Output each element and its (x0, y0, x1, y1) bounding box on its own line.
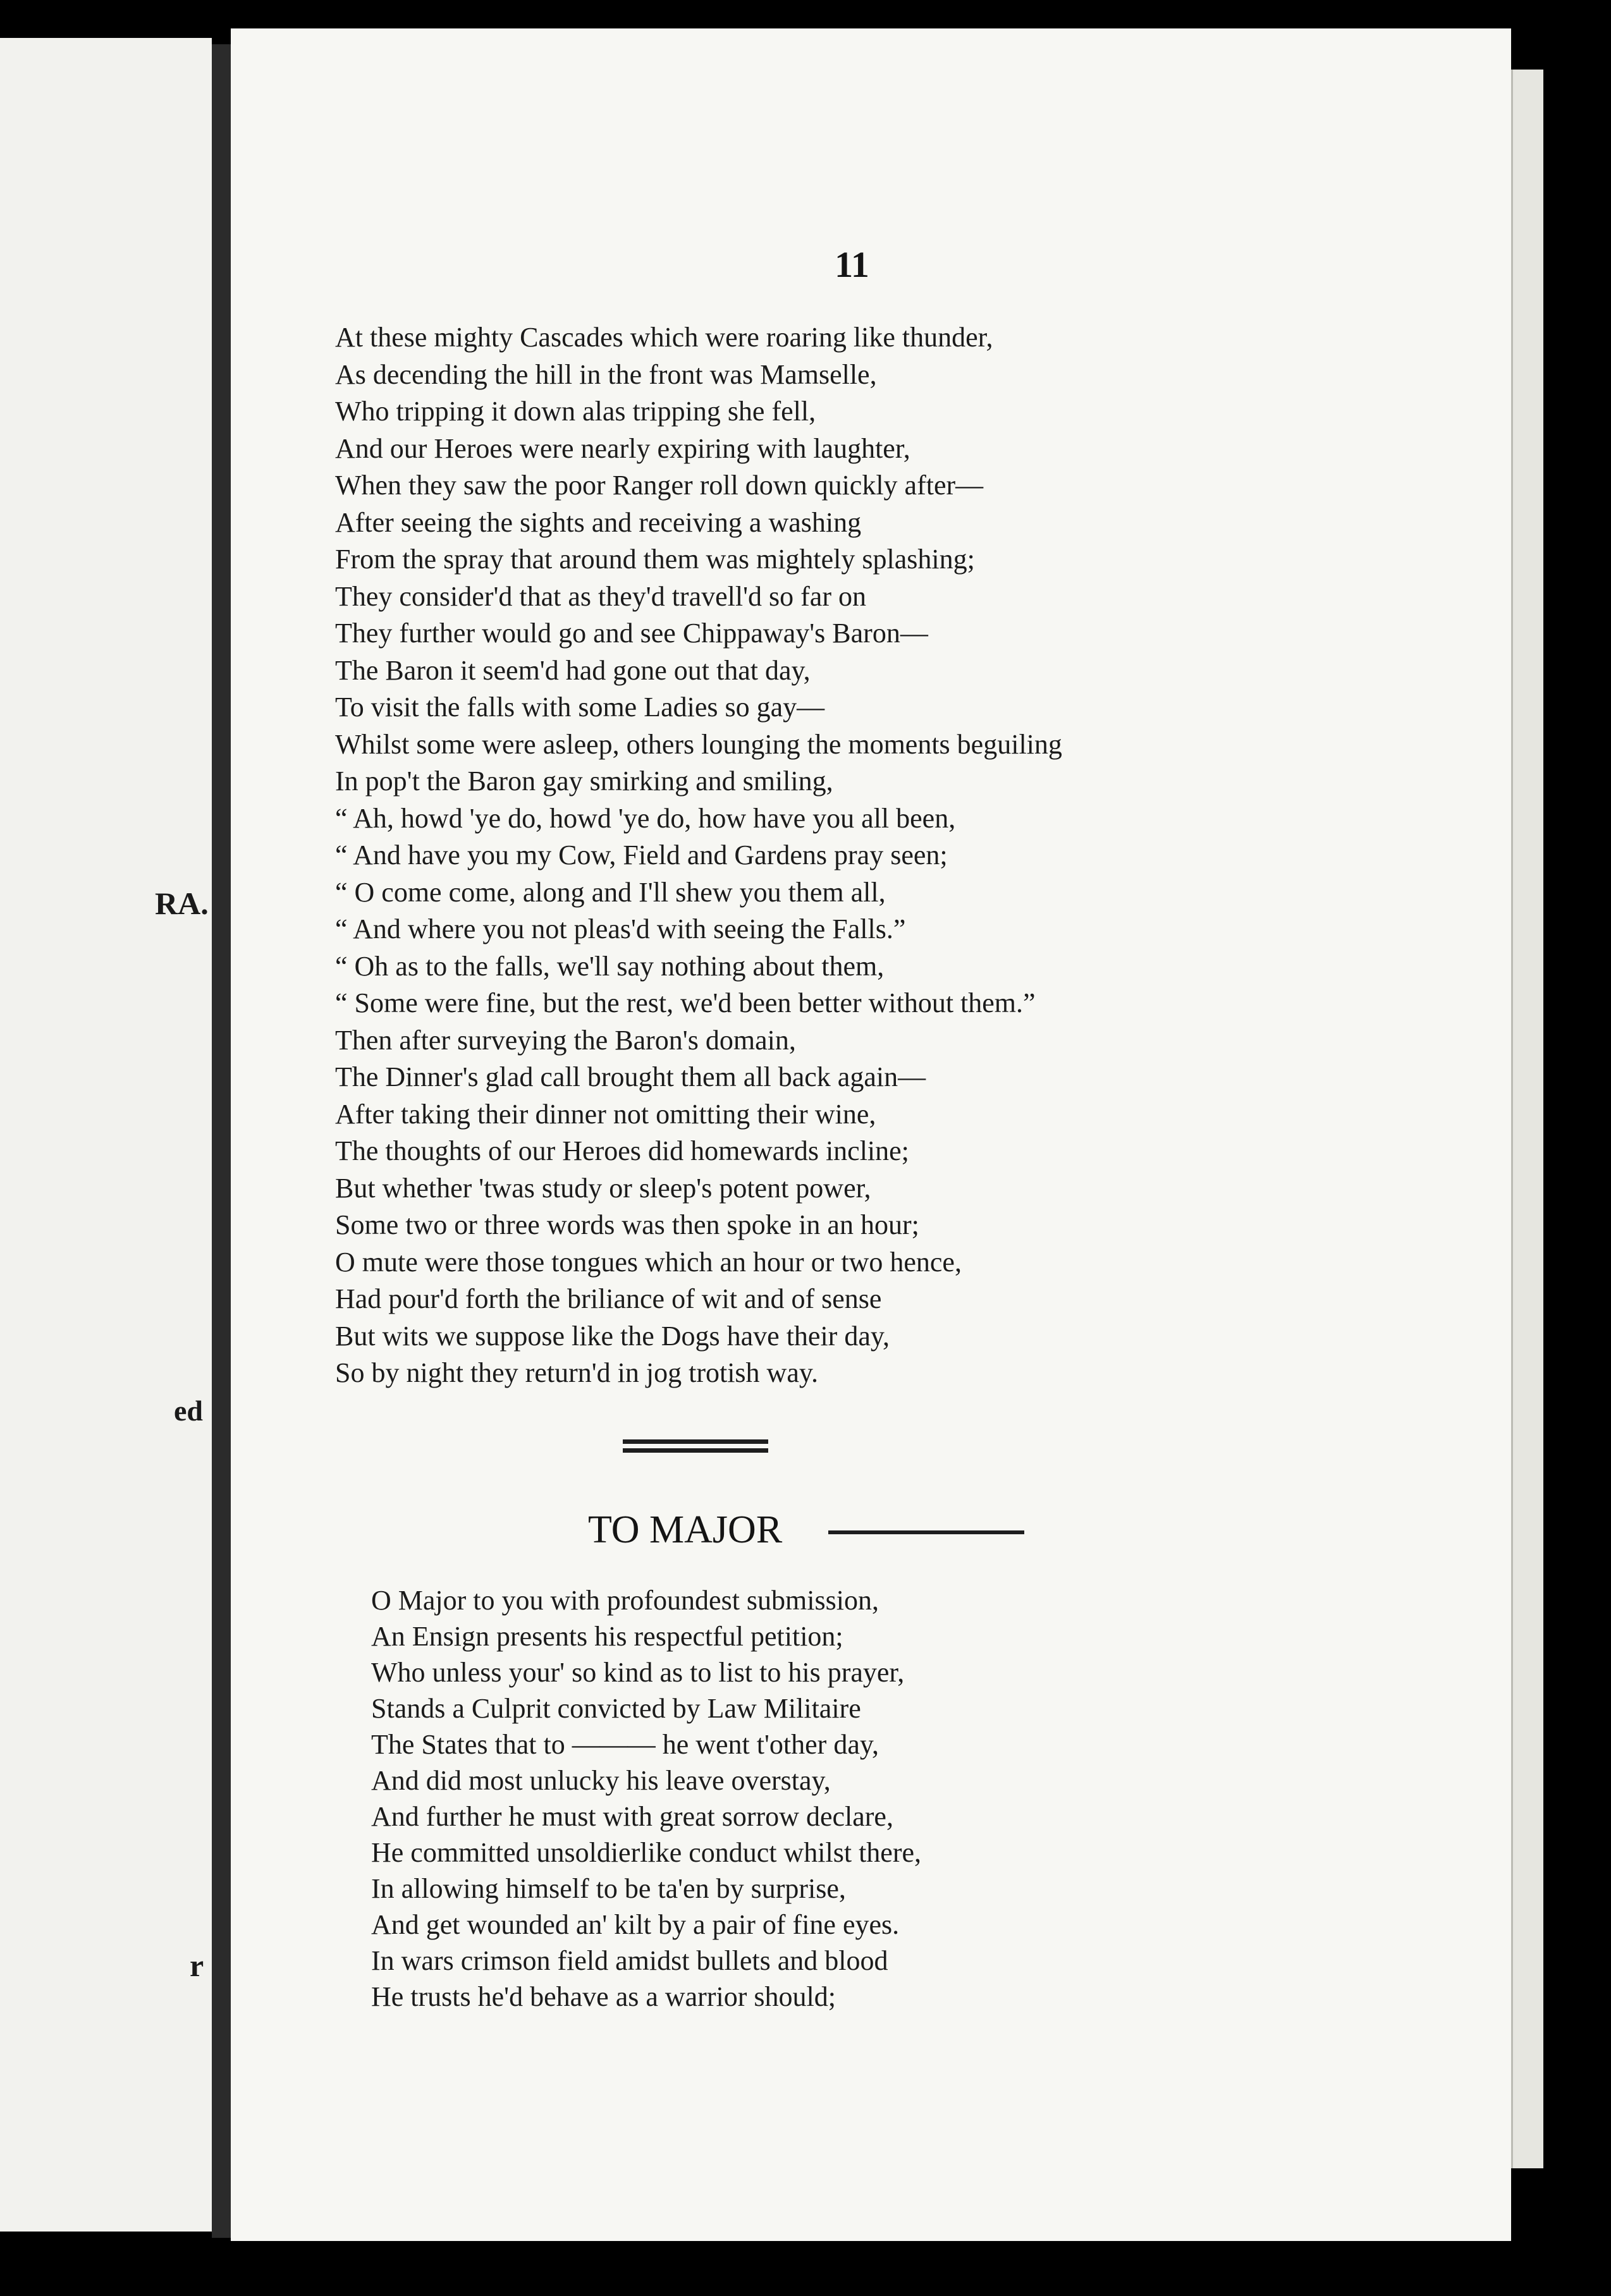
poem-line: “ Ah, howd 'ye do, howd 'ye do, how have you all been, (335, 802, 956, 834)
divider-bar (623, 1448, 768, 1453)
page-number: 11 (835, 244, 869, 285)
poem-line: But wits we suppose like the Dogs have their day, (335, 1320, 890, 1352)
poem-line: “ And where you not pleas'd with seeing the Falls.” (335, 913, 906, 944)
section-title: TO MAJOR (588, 1508, 783, 1551)
section-divider (623, 1439, 768, 1457)
poem-line: In allowing himself to be ta'en by surprise, (371, 1873, 846, 1904)
poem-line: He trusts he'd behave as a warrior should; (371, 1981, 836, 2012)
page-edge (1511, 70, 1543, 2168)
poem-line: The thoughts of our Heroes did homewards incline; (335, 1135, 909, 1166)
poem-line: Whilst some were asleep, others lounging the moments beguiling (335, 728, 1062, 760)
poem-line: In wars crimson field amidst bullets and blood (371, 1945, 888, 1976)
poem-line: And did most unlucky his leave overstay, (371, 1765, 831, 1796)
poem-line: From the spray that around them was mightely splashing; (335, 544, 975, 575)
poem-line: “ O come come, along and I'll shew you them all, (335, 876, 886, 908)
left-page (0, 38, 212, 2232)
left-page-fragment-ra: RA. (155, 886, 209, 921)
poem-line: And get wounded an' kilt by a pair of fine eyes. (371, 1909, 900, 1940)
poem-line: After seeing the sights and receiving a washing (335, 506, 862, 538)
poem-line: The Dinner's glad call brought them all back again— (335, 1061, 926, 1092)
book-gutter (212, 44, 231, 2238)
poem-line: Then after surveying the Baron's domain, (335, 1024, 796, 1056)
poem-line: “ Oh as to the falls, we'll say nothing about them, (335, 950, 885, 982)
poem-line: Stands a Culprit convicted by Law Militaire (371, 1693, 861, 1724)
title-blank-rule (828, 1530, 1024, 1534)
poem-line: At these mighty Cascades which were roaring like thunder, (335, 322, 993, 353)
poem-line: “ Some were fine, but the rest, we'd been better without them.” (335, 987, 1036, 1018)
poem-line: And further he must with great sorrow declare, (371, 1801, 893, 1832)
poem-line: As decending the hill in the front was Mamselle, (335, 358, 877, 390)
poem-line: So by night they return'd in jog trotish way. (335, 1357, 819, 1388)
poem-line: “ And have you my Cow, Field and Gardens pray seen; (335, 840, 948, 870)
poem-line: In pop't the Baron gay smirking and smiling, (335, 766, 833, 797)
poem-line: After taking their dinner not omitting their wine, (335, 1098, 876, 1130)
left-page-fragment-ed: ed (174, 1395, 203, 1427)
poem-line: Had pour'd forth the briliance of wit and of sense (335, 1283, 882, 1314)
poem-line: O mute were those tongues which an hour or two hence, (335, 1246, 962, 1278)
poem-line: And our Heroes were nearly expiring with laughter, (335, 432, 910, 464)
poem-line: But whether 'twas study or sleep's potent power, (335, 1172, 871, 1204)
poem-line: When they saw the poor Ranger roll down quickly after— (335, 470, 984, 501)
left-page-fragment-r: r (190, 1948, 204, 1983)
poem-line: To visit the falls with some Ladies so gay— (335, 692, 825, 723)
poem-line: They consider'd that as they'd travell'd so far on (335, 580, 866, 612)
poem-line: Who tripping it down alas tripping she fell, (335, 396, 816, 427)
petition-poem-text (371, 1582, 1478, 2015)
poem-line: Some two or three words was then spoke in an hour; (335, 1209, 919, 1240)
poem-line: Who unless your' so kind as to list to his prayer, (371, 1657, 905, 1688)
right-page (231, 28, 1511, 2241)
poem-line: He committed unsoldierlike conduct whilst there, (371, 1837, 922, 1868)
poem-text (335, 319, 1505, 1392)
poem-line: They further would go and see Chippaway's Baron— (335, 618, 928, 649)
poem-line: The Baron it seem'd had gone out that day, (335, 654, 811, 686)
divider-bar (623, 1439, 768, 1444)
poem-line: The States that to ——— he went t'other day, (371, 1729, 879, 1760)
poem-line: O Major to you with profoundest submission, (371, 1585, 879, 1616)
poem-line: An Ensign presents his respectful petition; (371, 1621, 843, 1652)
